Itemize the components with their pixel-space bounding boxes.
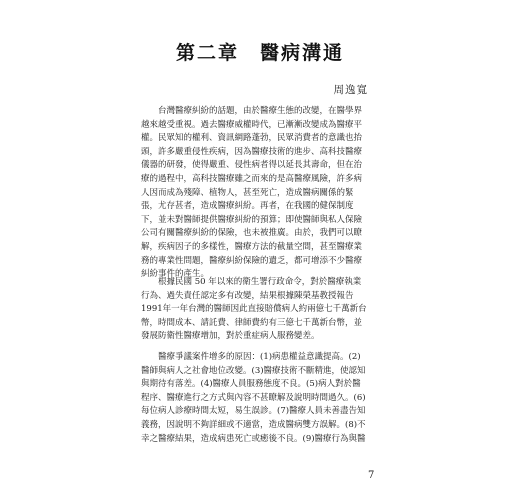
paragraph-line: 解，疾病因子的多樣性，醫療方法的截量空間，甚至醫療業 bbox=[141, 241, 363, 252]
paragraph-3 bbox=[141, 351, 379, 446]
paragraph-line: 發展防衛性醫療增加，對於重症病人服務變差。 bbox=[141, 331, 320, 342]
paragraph-line: 療的過程中，高科技醫療雖之而來的是高醫療風險，許多病 bbox=[141, 173, 363, 184]
paragraph-line: 幸之醫療結果，造成病患死亡或癒後不良。(9)醫療行為與醫 bbox=[141, 433, 366, 444]
paragraph-line: 務的專業性問題，醫療糾紛保險的遺乏，都可增添不少醫療 bbox=[141, 255, 363, 266]
paragraph-line: 台灣醫療糾紛的話題，由於醫療生態的改變，在醫學界 bbox=[141, 106, 363, 116]
paragraph-line: 1991年一年台灣的醫師因此直接賠償病人約兩億七千萬新台 bbox=[141, 304, 367, 315]
paragraph-line: 糾紛事件的產生。 bbox=[141, 269, 210, 280]
paragraph-line: 與期待有落差。(4)醫療人員服務態度不良。(5)病人對於醫 bbox=[141, 379, 361, 390]
paragraph-2 bbox=[141, 276, 379, 344]
page-number: 7 bbox=[368, 470, 375, 481]
paragraph-line: 權。民眾知的權利、資訊網路蓬勃，民眾消費者的意識也抬 bbox=[141, 133, 363, 144]
paragraph-line: 程序、醫療進行之方式與內容不甚瞭解及說明時間過久。(6) bbox=[141, 392, 366, 403]
paragraph-line: 公司有關醫療糾紛的保險，也未被推廣。由於，我們可以瞭 bbox=[141, 228, 363, 239]
paragraph-line: 義務，因說明不夠詳細或不適當，造成醫病雙方誤解。(8)不 bbox=[141, 419, 366, 430]
paragraph-line: 頭，許多嚴重侵性疾病，因為醫療技術的進步、高科技醫療 bbox=[141, 146, 363, 157]
paragraph-line: 醫師與病人之社會地位改變。(3)醫療技術不斷精進，使認知 bbox=[141, 365, 366, 376]
paragraph-line: 儀器的研發，使得嚴重、侵性病者得以延長其壽命，但在治 bbox=[141, 160, 363, 171]
paragraph-line: 下，並未對醫師提供醫療糾紛的預算；即使醫師與私人保險 bbox=[141, 214, 363, 225]
paragraph-line: 幣，時間成本、請託費、律師費約有三億七千萬新台幣，並 bbox=[141, 317, 363, 328]
paragraph-line: 每位病人診療時間太短，易生誤診。(7)醫療人員未善盡告知 bbox=[141, 406, 366, 417]
paragraph-line: 醫療爭議案件增多的原因：(1)病患權益意識提高。(2) bbox=[141, 352, 361, 362]
paragraph-line: 人因而成為殘障、植物人，甚至死亡，造成醫病關係的緊 bbox=[141, 187, 354, 198]
paragraph-1 bbox=[141, 105, 379, 282]
paragraph-line: 越來越受重視。過去醫療威權時代，已漸漸改變成為醫療平 bbox=[141, 119, 363, 130]
paragraph-line: 根據民國 50 年以來的衛生署行政命令，對於醫療執業 bbox=[141, 277, 362, 287]
chapter-title: 第二章 醫病溝通 bbox=[175, 42, 344, 64]
paragraph-line: 行為、過失責任認定多有改變，結果根據陳榮基教授報告 bbox=[141, 290, 354, 301]
author-name: 周逸寬 bbox=[333, 84, 368, 96]
paragraph-line: 張，尤存甚者，造成醫療糾紛。再者，在我國的健保制度 bbox=[141, 201, 354, 212]
